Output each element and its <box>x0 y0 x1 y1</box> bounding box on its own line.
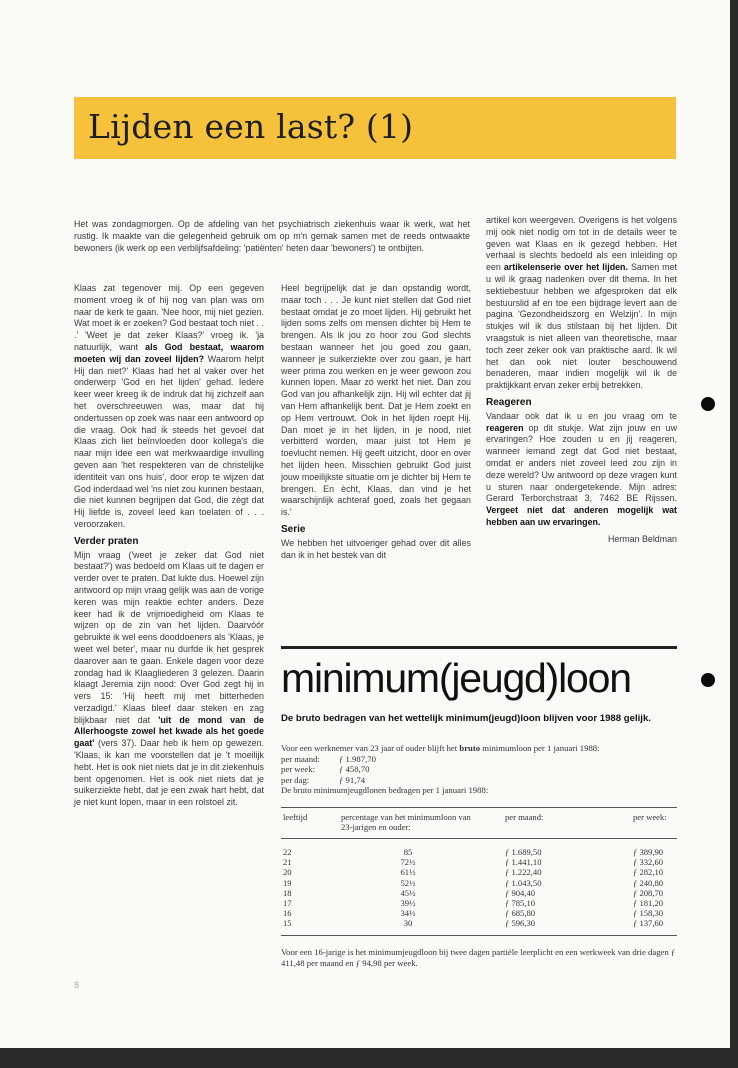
text: artikel kon weergeven. Overigens is het volgens mij ook niet nodig om tot in de details weer te geven wat Klaas en ik gezegd hebben. Het verhaal is slechts bedoeld als een inleiding op een <box>486 215 677 273</box>
text: Vandaar ook dat ik u en jou vraag om te <box>486 410 677 421</box>
table-header-row <box>281 808 677 839</box>
cell-percentage: 52½ <box>400 877 416 888</box>
text: Mijn vraag ('weet je zeker dat God niet bestaat?') was bedoeld om Klaas uit te dagen er verder over te praten. Dat lukte dus. Hoewel zijn antwoord op mijn vraag gelijk was aan de vorige keren was mijn reaktie echter anders. Deze keer had ik de vrijmoedigheid om Klaas te wijzen op de zin van het lijden. Daarvóór gebruikte ik wel eens dooddoeners als 'Klaas, je weet wel beter', maar nu durfde ik het gesprek daarover aan te gaan. Enkele dagen voor deze zondag had ik Klaagliederen 3 gelezen. Daarin klaagt Jeremia zijn nood: Over God zegt hij in vers 15: 'Hij heeft mij met bitterheden verzadigd.' Klaas bleef daar steken en zag blijkbaar niet dat <box>74 549 264 725</box>
cell-week: ƒ 282,10 <box>633 867 664 878</box>
table-row <box>281 867 677 877</box>
bold-text: als God bestaat, waarom moeten wij dan zoveel lijden? <box>74 341 264 364</box>
wage-lead: De bruto bedragen van het wettelijk minimum(jeugd)loon blijven voor 1988 gelijk. <box>281 713 651 724</box>
table-row <box>281 857 677 867</box>
article-column-1 <box>74 283 264 814</box>
cell-week: ƒ 389,90 <box>633 847 664 857</box>
text: (vers 37). Daar heb ik hem op gewezen. 'Klaas, ik kan me voorstellen dat je 't moeilijk hebt. Het is ook niet niets dat je in dit ziekenhuis bent opgenomen. Het is ook niet niets dat je suikerziekte hebt, dat je een zwak hart hebt, dat je niet kunt lopen, maar in een rolstoel zit. <box>74 738 264 808</box>
bold-text: 'uit de mond van de Allerhoogste zowel het kwade als het goede gaat' <box>74 714 264 749</box>
cell-week: ƒ 208,70 <box>633 887 664 898</box>
rate-value: ƒ 1.987,70 <box>339 753 376 764</box>
cell-percentage: 39½ <box>400 898 416 909</box>
bold-text: artikelenserie over het lijden. <box>503 262 628 273</box>
paragraph <box>486 215 677 392</box>
cell-week: ƒ 240,80 <box>633 877 664 888</box>
section-heading: Reageren <box>486 396 532 408</box>
cell-age: 21 <box>283 857 292 868</box>
rate-value: ƒ 458,70 <box>339 764 370 775</box>
cell-age: 17 <box>283 898 292 909</box>
cell-month: ƒ 1.222,40 <box>505 867 542 878</box>
wage-title: minimum(jeugd)loon <box>281 655 631 701</box>
cell-week: ƒ 181,20 <box>633 898 664 909</box>
col-header-age: leeftijd <box>283 812 308 822</box>
text: Waarom helpt Hij dan niet?' <box>74 353 264 376</box>
table-row <box>281 888 677 898</box>
cell-month: ƒ 785,10 <box>505 898 536 909</box>
binder-hole-mark <box>701 673 715 687</box>
bold-text: reageren <box>486 422 524 433</box>
col-header-percentage: percentage van het minimumloon van 23-jarigen en ouder: <box>341 812 471 832</box>
cell-percentage: 85 <box>403 847 413 857</box>
adult-rates <box>281 754 681 786</box>
cell-age: 20 <box>283 867 292 878</box>
text: 'Weet je dat zeker Klaas?' vroeg ik. <box>84 330 249 341</box>
author-signature: Herman Beldman <box>607 533 677 544</box>
text: minimumloon per 1 januari 1988: <box>480 743 600 753</box>
table-row <box>281 918 677 935</box>
text: Klaas had het al vaker over het onderwerp 'God en het lijden' gehad. Iedere keer weer kreeg ik de indruk dat hij zichzelf aan het overschreeuwen was, maar dat hij ondertussen op zoek was naar een antwoord op die vraag. Ook had ik steeds het gevoel dat Klaas zich liet beïnvloeden door kollega's die naar mijn idee een wat merkwaardige invulling geven aan 'het respekteren van de christelijke identiteit van ons huis', door erop te wijzen dat God inderdaad wel 'ns niet zou kunnen bestaan, die niet kunnen begrijpen dat God, die zègt dat Hij liefde is, zoveel leed kan toelaten of . . . veroorzaken. <box>74 365 265 529</box>
wage-footnote: Voor een 16-jarige is het minimumjeugdloon bij twee dagen partiële leerplicht en een werkweek van drie dagen ƒ 411,48 per maand en ƒ 94,98 per week. <box>281 947 676 968</box>
bold-text: bruto <box>459 743 481 753</box>
title-banner <box>74 97 676 159</box>
cell-age: 16 <box>283 908 292 919</box>
cell-percentage: 34½ <box>400 908 416 919</box>
page-number: 8 <box>74 980 80 990</box>
rate-label: per maand: <box>281 753 320 764</box>
rate-value: ƒ 91,74 <box>339 774 366 785</box>
table-row <box>281 898 677 908</box>
table-row <box>281 908 677 918</box>
cell-age: 15 <box>283 918 292 929</box>
cell-percentage: 30 <box>403 918 413 929</box>
binder-hole-mark <box>701 397 715 411</box>
info-line <box>281 743 681 754</box>
cell-age: 19 <box>283 877 292 888</box>
cell-age: 22 <box>283 847 292 857</box>
cell-percentage: 45½ <box>400 887 416 898</box>
cell-week: ƒ 332,60 <box>633 857 664 868</box>
paragraph <box>74 550 264 810</box>
cell-age: 18 <box>283 887 292 898</box>
section-heading: Verder praten <box>74 535 139 547</box>
cell-percentage: 72½ <box>400 857 416 868</box>
article-intro: Het was zondagmorgen. Op de afdeling van het psychiatrisch ziekenhuis waar ik werk, wat het rustig. Ik maakte van die gelegenheid gebruik om op m'n gemak samen met de reeds ontwaakte bewoners (ik werk op een verblijfsafdeling: 'patiënten' heten daar 'bewoners') te ontbijten. <box>74 219 470 253</box>
paragraph: Heel begrijpelijk dat je dan opstandig wordt, maar toch . . . Je kunt niet stellen dat God niet bestaat omdat je zo moet lijden. Hij gebruikt het lijden soms zelfs om mensen dichter bij Hem te brengen. Als ik jou zo hoor zou God slechts bestaan wanneer het jou goed zou gaan, wanneer je suikerziekte over zou gaan, je hart weer prima zou werken en je weer gewoon zou kunnen lopen. Maar zó werkt het niet. Dan zou God van jou afhankelijk zijn. Hij wil echter dat jij van Hem afhankelijk bent. Dat je Hem zoekt en op Hem vertrouwt. Ook in het lijden roept Hij. Dan moet je in het lijden, in je nood, niet verbitterd worden, maar juist tot Hem je toevlucht nemen. Hij geeft uitzicht, door en over het lijden heen. Misschien gebruikt God juist jouw moeilijkste situatie om je dichter bij Hem te brengen. En ècht, Klaas, dan vind je het waarschijnlijk achteraf goed, zoals het gegaan is.' <box>281 283 471 518</box>
table-caption: De bruto minimumjeugdlonen bedragen per 1 januari 1988: <box>281 785 489 796</box>
text: Samen met u wil ik graag nadenken over dit thema. In het sektiebestuur hebben we afgesproken dat elk bestuurslid af en toe een bijdrage levert aan de pagina 'Gezondheidszorg en Welzijn'. In mijn stukjes wil ik dus stilstaan bij het lijden. Dit vraagstuk is niet alleen van theoretische, maar toch zeer zeker ook van praktische aard. Ik wil het dan ook niet louter beschouwend benaderen, maar indien mogelijk wil ik de praktijkkant ervan zeker erbij betrekken. <box>486 262 677 391</box>
article-column-3 <box>486 215 677 546</box>
cell-month: ƒ 1.043,50 <box>505 877 542 888</box>
article-title: Lijden een last? (1) <box>88 107 414 146</box>
cell-week: ƒ 158,30 <box>633 908 664 919</box>
text: op dit stukje. Wat zijn jouw en uw ervaringen? Hoe zouden u en jij reageren, wanneer iemand zegt dat God niet bestaat, omdat er anders niet zoveel leed zou zijn in deze wereld? Uw antwoord op deze vragen kunt u sturen naar ondergetekende. Mijn adres: Gerard Terborchstraat 3, 7462 BE Rijssen. <box>486 422 677 504</box>
cell-month: ƒ 1.441,10 <box>505 857 542 868</box>
col-header-week: per week: <box>633 812 667 822</box>
rate-label: per dag: <box>281 774 310 785</box>
cell-month: ƒ 685,80 <box>505 908 536 919</box>
text: 'Nee hoor, mij niet gezien. Wat moet ik er zoeken? God bestaat toch niet . . .' <box>74 306 265 341</box>
wage-info <box>281 743 681 796</box>
paragraph: We hebben het uitvoeriger gehad over dit alles dan ik in het bestek van dit <box>281 537 471 560</box>
section-heading: Serie <box>281 523 306 535</box>
rate-label: per week: <box>281 764 316 775</box>
col-header-month: per maand: <box>505 812 544 822</box>
article-column-2 <box>281 283 471 566</box>
cell-week: ƒ 137,60 <box>633 918 664 929</box>
text: Klaas zat tegenover mij. Op een gegeven moment vroeg ik of hij nog van plan was om naar de kerk te gaan. <box>74 283 264 317</box>
paragraph <box>74 283 264 531</box>
section-divider <box>281 646 677 649</box>
text: 'ja natuurlijk, want <box>74 330 264 352</box>
bold-text: Vergeet niet dat anderen mogelijk wat hebben aan uw ervaringen. <box>486 505 677 527</box>
youth-wage-table <box>281 807 677 936</box>
cell-month: ƒ 596,30 <box>505 918 536 929</box>
table-row <box>281 878 677 888</box>
cell-percentage: 61½ <box>400 867 416 878</box>
text: Voor een werknemer van 23 jaar of ouder blijft het <box>281 743 460 753</box>
table-row <box>281 839 677 858</box>
cell-month: ƒ 904,40 <box>505 887 536 898</box>
paragraph <box>486 411 677 529</box>
cell-month: ƒ 1.689,50 <box>505 847 542 857</box>
